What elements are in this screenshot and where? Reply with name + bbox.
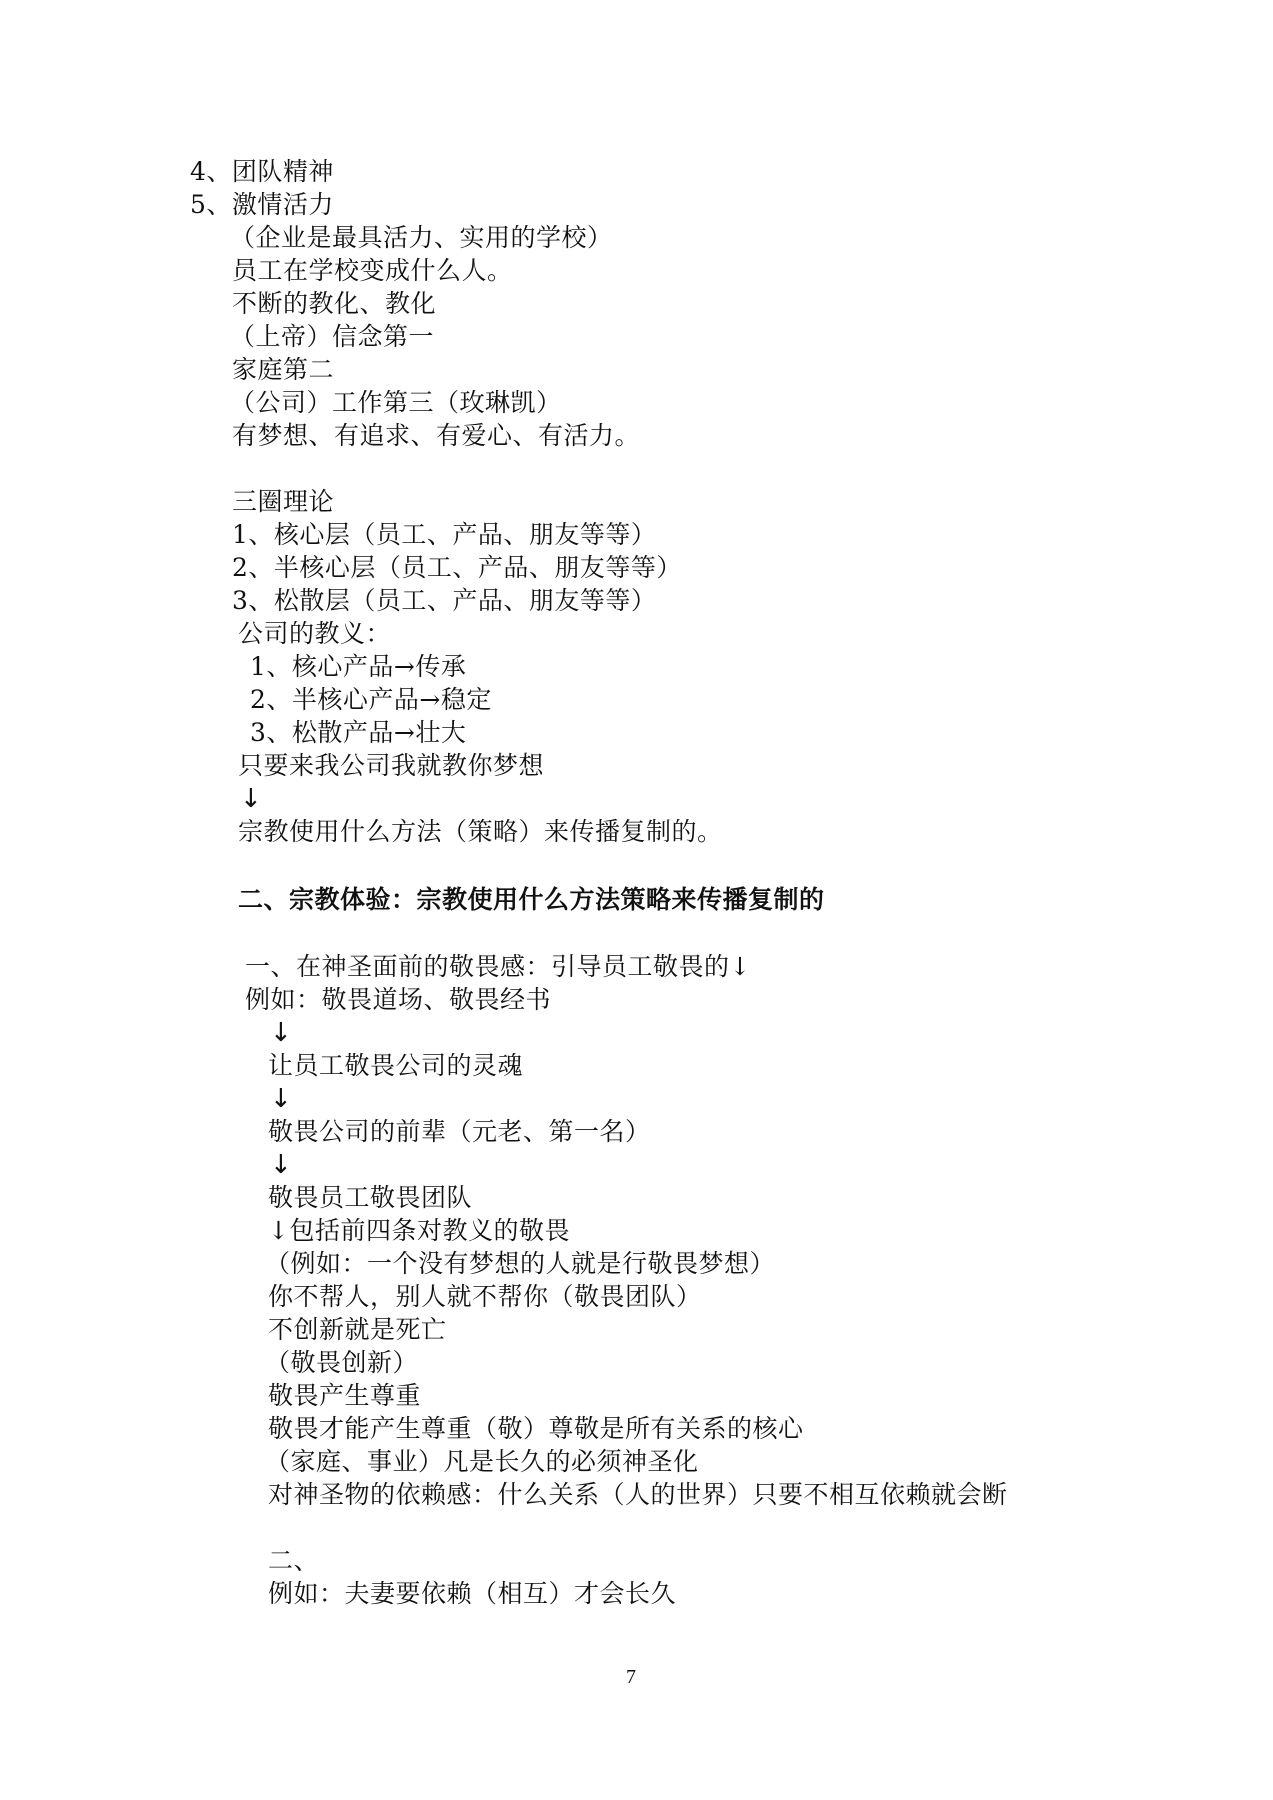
page-number: 7 (626, 1666, 636, 1688)
text-line: 家庭第二 (232, 355, 335, 384)
text-line: 公司的教义： (238, 619, 392, 648)
text-line: 敬畏员工敬畏团队 (268, 1183, 473, 1212)
list-item: 1、核心层（员工、产品、朋友等等） (232, 520, 657, 549)
down-arrow-icon: ↓ (270, 1084, 292, 1114)
list-item: 3、松散层（员工、产品、朋友等等） (232, 586, 657, 615)
list-item: 2、半核心产品→稳定 (250, 685, 492, 714)
text-line: （家庭、事业）凡是长久的必须神圣化 (265, 1447, 699, 1476)
text-line: 不断的教化、教化 (232, 289, 437, 318)
text-line: 敬畏公司的前辈（元老、第一名） (268, 1117, 651, 1146)
text-line: 让员工敬畏公司的灵魂 (268, 1051, 524, 1080)
down-arrow-icon: ↓ (240, 784, 262, 814)
text-line: （上帝）信念第一 (230, 322, 435, 351)
text-line: 二、 (268, 1546, 320, 1575)
text-line: 不创新就是死亡 (268, 1315, 447, 1344)
text-line: 敬畏才能产生尊重（敬）尊敬是所有关系的核心 (268, 1414, 804, 1443)
list-item-passion: 5、激情活力 (190, 190, 334, 219)
section-heading: 二、宗教体验：宗教使用什么方法策略来传播复制的 (238, 885, 825, 914)
text-line: 对神圣物的依赖感：什么关系（人的世界）只要不相互依赖就会断 (268, 1480, 1008, 1509)
text-line: 你不帮人，别人就不帮你（敬畏团队） (268, 1282, 702, 1311)
text-line: 员工在学校变成什么人。 (232, 256, 513, 285)
list-item: 3、松散产品→壮大 (250, 718, 467, 747)
text-line: 有梦想、有追求、有爱心、有活力。 (232, 421, 641, 450)
text-line: （例如：一个没有梦想的人就是行敬畏梦想） (265, 1249, 776, 1278)
list-item: 2、半核心层（员工、产品、朋友等等） (232, 553, 682, 582)
text-line: （公司）工作第三（玫琳凯） (230, 388, 562, 417)
down-arrow-icon: ↓ (270, 1018, 292, 1048)
text-line: 一、在神圣面前的敬畏感：引导员工敬畏的↓ (245, 952, 751, 981)
text-line: （企业是最具活力、实用的学校） (230, 223, 613, 252)
text-line: 只要来我公司我就教你梦想 (238, 751, 545, 780)
text-line: 敬畏产生尊重 (268, 1381, 422, 1410)
text-line: （敬畏创新） (265, 1348, 419, 1377)
list-item: 1、核心产品→传承 (250, 652, 467, 681)
list-item-team-spirit: 4、团队精神 (190, 157, 334, 186)
text-line: 宗教使用什么方法（策略）来传播复制的。 (238, 817, 723, 846)
text-line: ↓包括前四条对教义的敬畏 (268, 1216, 570, 1245)
section-title-three-circles: 三圈理论 (232, 487, 335, 516)
down-arrow-icon: ↓ (270, 1150, 292, 1180)
text-line: 例如：敬畏道场、敬畏经书 (245, 985, 552, 1014)
text-line: 例如：夫妻要依赖（相互）才会长久 (268, 1579, 677, 1608)
